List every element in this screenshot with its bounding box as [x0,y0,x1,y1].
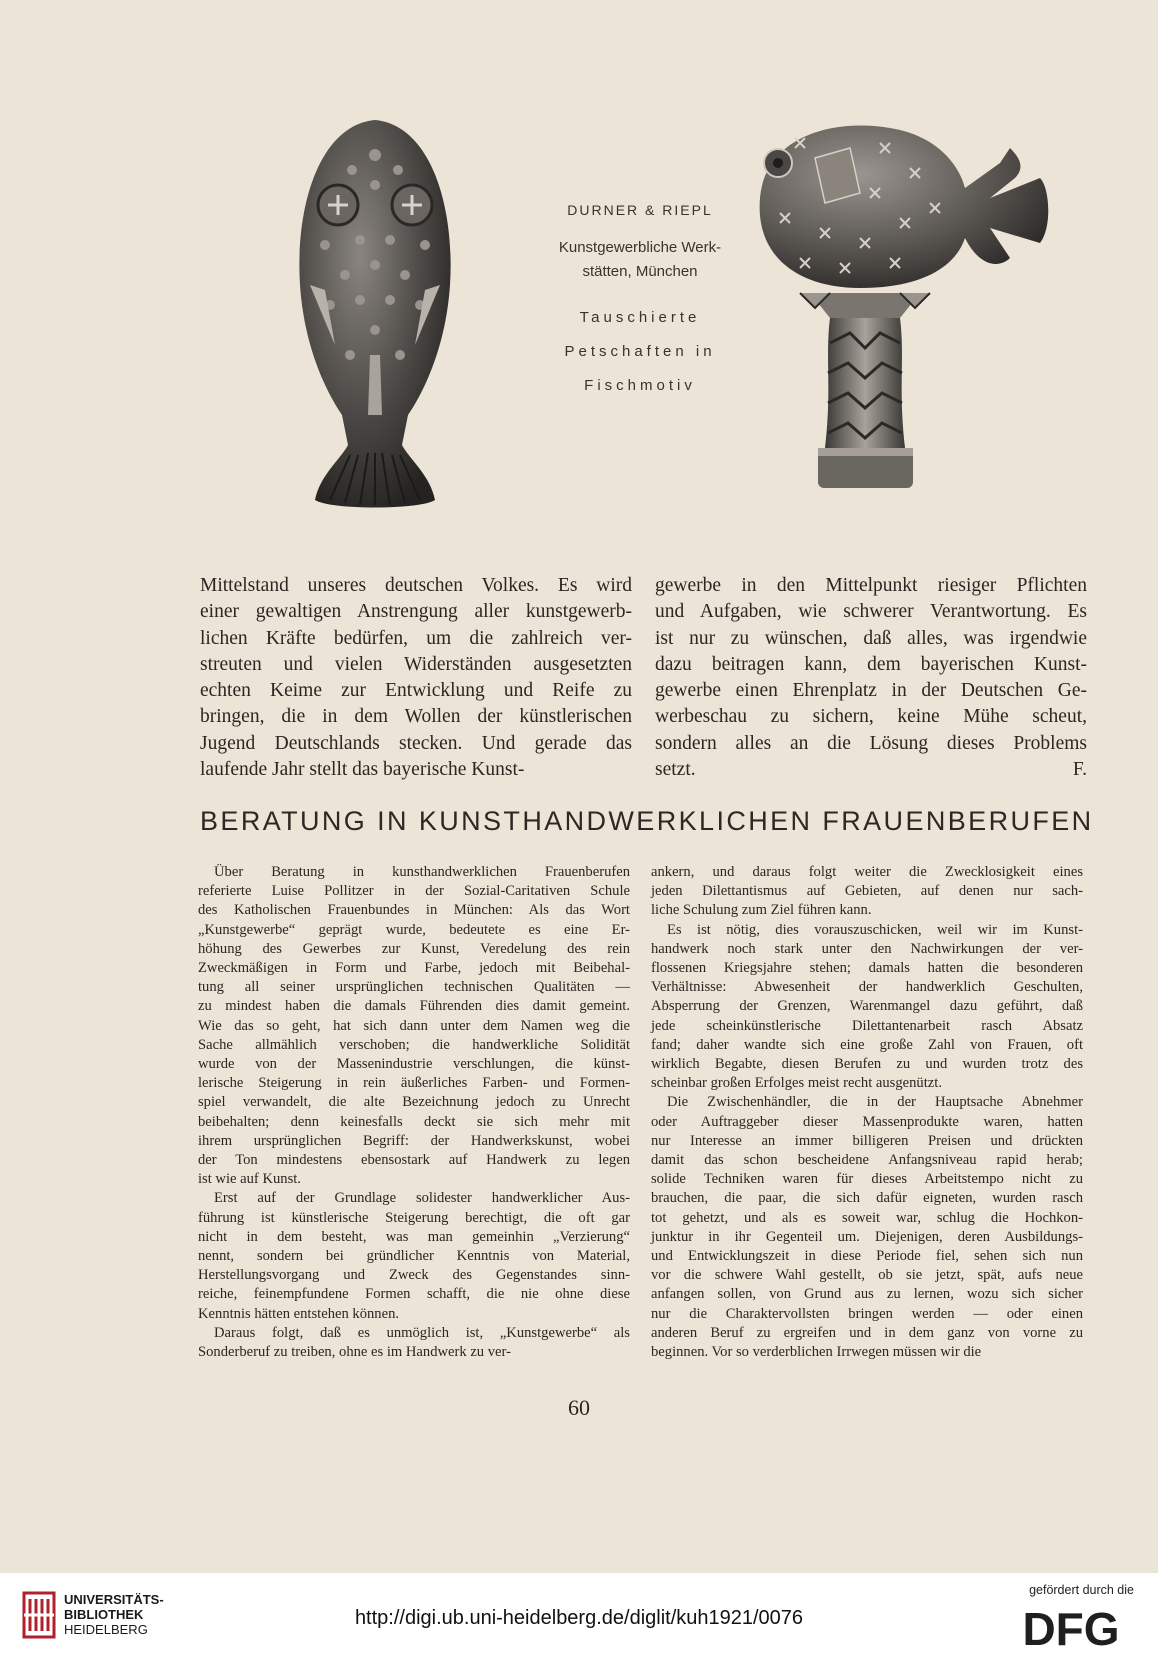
upper-right-column [655,573,1087,783]
text-line: einer gewaltigen Anstrengung aller kunstgewerb- [200,601,632,623]
text-line: ihrem ursprünglichen Begriff: der Handwerkskunst, wobei [198,1132,630,1149]
text-line: Zweckmäßigen in Form und Farbe, jedoch mit Beibehal- [198,960,630,977]
text-line: tot gehetzt, und als es soweit war, schlug die Hochkon- [651,1209,1083,1226]
text-line: nur Interesse an immer billigeren Preisen und drückten [651,1132,1083,1149]
author-signature: F. [1072,759,1087,781]
text-line: anderen Beruf zu ergreifen und in dem ganz von vorne zu [651,1324,1083,1341]
dfg-logo [1012,1603,1130,1651]
text-line: damit das schon bescheidene Anfangsniveau rapid herab; [651,1152,1083,1169]
text-line: liche Schulung zum Ziel führen kann. [651,902,872,919]
text-line: Die Zwischenhändler, die in der Hauptsache Abnehmer [667,1094,1083,1111]
text-line: gewerbe einen Ehrenplatz in der Deutschen Ge- [655,680,1087,702]
text-line: gewerbe in den Mittelpunkt riesiger Pflichten [655,575,1087,596]
text-line: und Entwicklungszeit in diese Periode fiel, sehen sich nun [651,1248,1083,1265]
text-line: sondern alles an die Lösung dieses Problems [655,732,1087,754]
text-line: spiel verwandelt, die alte Bezeichnung jedoch zu Unrecht [198,1094,630,1111]
digitization-footer [0,1573,1158,1661]
text-line: Sonderberuf zu treiben, ohne es im Handwerk zu ver- [198,1344,511,1361]
text-line: nur die Charaktervollsten bringen werden — oder einen [651,1305,1083,1322]
text-line: handwerk noch stark unter den Nachwirkungen der ver- [651,940,1083,957]
text-line: wirklich Begabte, diesen Berufen zu und wurden trotz des [651,1056,1083,1073]
text-line: führung ist künstlerische Steigerung berechtigt, die oft gar [198,1209,630,1226]
text-line: höhung des Gewerbes zur Kunst, Veredelung des rein [198,940,630,957]
closing-line [655,757,1087,783]
fish-seal-side-photo [740,118,1065,538]
text-line: laufende Jahr stellt das bayerische Kunst- [200,759,525,781]
text-line: nicht in dem besteht, was man gemeinhin „Verzierung“ [198,1228,630,1245]
text-line: Verhältnisse: Abwesenheit der handwerklich Geschulten, [651,979,1083,996]
text-line: Es ist nötig, dies vorauszuschicken, weil wir im Kunst- [667,921,1083,938]
text-line: beginnen. Vor so verderblichen Irrwegen müssen wir die [651,1344,982,1361]
text-line: scheinbar großen Erfolges meist recht ausgenützt. [651,1075,942,1092]
photo-caption [535,200,745,410]
caption-sub-2: stätten, München [582,263,698,280]
text-line: vor die schwere Wahl gestellt, ob sie jetzt, spät, aufs neue [651,1267,1083,1284]
text-line: zu mindest haben die damals Führenden dies damit gemeint. [198,998,630,1015]
text-line: werbeschau zu sichern, keine Mühe scheut, [655,706,1087,728]
article-heading: BERATUNG IN KUNSTHANDWERKLICHEN FRAUENBERUFEN [200,806,1094,836]
text-line: lichen Kräfte bedürfen, um die zahlreich ver- [200,627,632,649]
text-line: nennt, sondern bei gründlicher Kenntnis von Material, [198,1248,630,1265]
text-line: flossenen Kriegsjahre stehen; damals hatten die besonderen [651,960,1083,977]
caption-title-3: Fischmotiv [584,377,696,394]
text-line: ist nur zu wünschen, daß alles, was irgendwie [655,627,1087,649]
dfg-logo-text: DFG [1022,1603,1120,1651]
text-line: brauchen, die paar, die sich dafür eigneten, wurden rasch [651,1190,1083,1207]
upper-left-column [200,573,632,783]
text-line: junktur in ihr Gegenteil um. Diejenigen, deren Ausbildungs- [651,1228,1083,1245]
text-line: Erst auf der Grundlage solidester handwerklicher Aus- [214,1190,630,1207]
text-line: anfangen sollen, von Grund aus zu lernen, wozu sich sicher [651,1286,1083,1303]
text-line: Daraus folgt, daß es unmöglich ist, „Kunstgewerbe“ als [214,1324,630,1341]
text-line: oder Auftraggeber dieser Massenprodukte waren, hatten [651,1113,1083,1130]
text-line: beibehalten; denn keinesfalls deckt sie sich mehr mit [198,1113,630,1130]
text-line: reiche, feinempfundene Formen schafft, die nie ohne diese [198,1286,630,1303]
text-line: „Kunstgewerbe“ geprägt wurde, bedeutete es eine Er- [198,921,630,938]
lower-left-column [198,863,630,1362]
text-line: Herstellungsvorgang und Zweck des Gegenstandes sinn- [198,1267,630,1284]
text-line: Absperrung der Grenzen, Warenmangel dazu geführt, daß [651,998,1083,1015]
text-line: der Ton mindestens ebensostark auf Handwerk zu legen [198,1152,630,1169]
text-line: tung all seiner ursprünglichen technischen Qualitäten — [198,979,630,996]
caption-sub-1: Kunstgewerbliche Werk- [558,239,722,256]
text-line: Jugend Deutschlands stecken. Und gerade das [200,732,632,754]
text-line: des Katholischen Frauenbundes in München: Als das Wort [198,902,630,919]
caption-title-2: Petschaften in [564,343,716,360]
fish-seal-front-photo [290,115,460,540]
text-line: ist wie auf Kunst. [198,1171,301,1188]
closing-word: setzt. [655,759,696,781]
text-line: Mittelstand unseres deutschen Volkes. Es wird [200,575,632,596]
text-line: referierte Luise Pollitzer in der Sozial-Caritativen Schule [198,883,630,900]
permalink-url[interactable]: http://digi.ub.uni-heidelberg.de/diglit/kuh1921/0076 [354,1607,804,1629]
text-line: dazu beitragen kann, dem bayerischen Kunst- [655,653,1087,675]
text-line: und Aufgaben, wie schwerer Verantwortung. Es [655,601,1087,623]
text-line: fand; daher wandte sich eine große Zahl von Frauen, oft [651,1036,1083,1053]
funding-note: gefördert durch die [1029,1583,1134,1597]
text-line: Sache allmählich verschoben; die handwerkliche Solidität [198,1036,630,1053]
text-line: solide Techniken waren für dieses Arbeitstempo nicht zu [651,1171,1083,1188]
library-line-2: BIBLIOTHEK [64,1607,144,1622]
library-line-1: UNIVERSITÄTS- [64,1592,164,1607]
text-line: ankern, und daraus folgt weiter die Zwecklosigkeit eines [651,864,1083,880]
library-line-3: HEIDELBERG [64,1622,148,1637]
text-line: wurde von der Massenindustrie verschlungen, die künst- [198,1056,630,1073]
text-line: echten Keime zur Entwicklung und Reife zu [200,680,632,702]
caption-firm: DURNER & RIEPL [567,202,713,218]
text-line: lerische Steigerung in rein äußerliches Farben- und Formen- [198,1075,630,1092]
text-line: jeden Dilettantismus auf Gebieten, auf denen nur sach- [651,883,1083,900]
text-line: Kenntnis hätten entstehen können. [198,1305,400,1322]
text-line: Über Beratung in kunsthandwerklichen Frauenberufen [214,864,630,880]
caption-title-1: Tauschierte [579,309,701,326]
text-line: jede scheinkünstlerische Dilettantenarbeit rasch Absatz [651,1017,1083,1034]
text-line: bringen, die in dem Wollen der künstlerischen [200,706,632,728]
text-line: Wie das so geht, hat sich dann unter dem Namen weg die [198,1017,630,1034]
text-line: streuten und vielen Widerständen ausgesetzten [200,653,632,675]
page-number: 60 [568,1395,590,1420]
lower-right-column [651,863,1083,1362]
